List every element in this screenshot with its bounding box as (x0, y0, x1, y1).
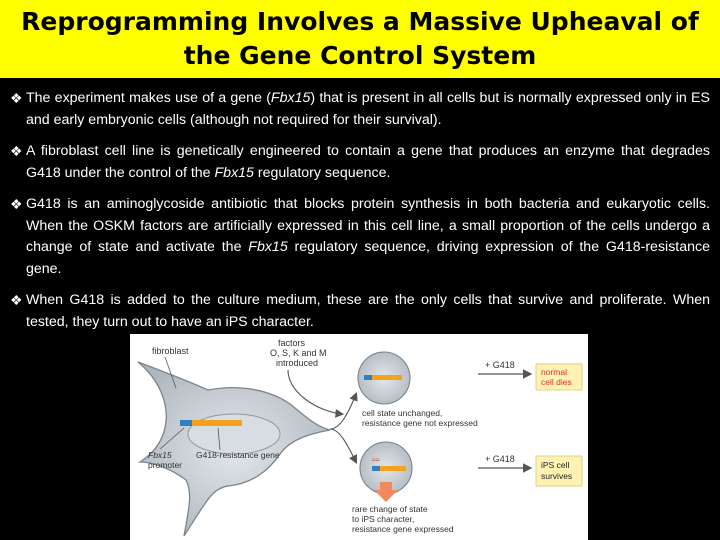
fibroblast-label: fibroblast (152, 346, 189, 356)
ips-survives-label: iPS cell (541, 460, 570, 470)
factors-label-3: introduced (276, 358, 319, 368)
factors-label-2: O, S, K and M (270, 348, 327, 358)
split-arrow-up (330, 394, 356, 429)
resistance-gene-segment (192, 420, 242, 426)
add-g418-bottom-label: + G418 (485, 454, 515, 464)
factors-label: factors (278, 338, 306, 348)
rare-change-label-2: to iPS character, (352, 514, 415, 524)
bullet-text: When G418 is added to the culture medium, these are the only cells that survive and proliferate. When tested, they turn out to have an iPS character. (26, 292, 710, 330)
bullet-item (10, 88, 710, 131)
unchanged-label: cell state unchanged, (362, 408, 443, 418)
split-arrow-down (330, 429, 356, 462)
unchanged-label-2: resistance gene not expressed (362, 418, 478, 428)
promoter-label-2: promoter (148, 460, 183, 470)
rare-change-label: rare change of state (352, 504, 428, 514)
bullet-item (10, 194, 710, 280)
promoter-segment (180, 420, 192, 426)
rna-squiggle: ≈≈ (372, 457, 380, 464)
bullet-text: The experiment makes use of a gene (Fbx15) that is present in all cells but is normally expressed only in ES and early embryonic cells (although not required for their survival). (26, 90, 710, 128)
diamond-bullet-icon: ❖ (10, 196, 23, 212)
bullet-text: G418 is an aminoglycoside antibiotic that blocks protein synthesis in both bacteria and eukaryotic cells. When the OSKM factors are artificially expressed in this cell line, a small proportion of the cells undergo a change of state and activate the Fbx15 regulatory sequence, driving expression of the G418-resistance gene. (26, 196, 710, 277)
diamond-bullet-icon: ❖ (10, 90, 23, 106)
experiment-diagram (130, 334, 588, 540)
reprogrammed-promoter (372, 466, 380, 471)
bullet-item (10, 290, 710, 333)
factors-arrow (288, 370, 342, 414)
diamond-bullet-icon: ❖ (10, 292, 23, 308)
resistance-gene-label: G418-resistance gene (196, 450, 280, 460)
bullet-item (10, 141, 710, 184)
normal-cell-dies-label-2: cell dies (541, 377, 572, 387)
normal-cell-dies-label: normal (541, 367, 567, 377)
ips-survives-label-2: survives (541, 471, 573, 481)
unchanged-promoter (364, 375, 372, 380)
experiment-diagram-svg (130, 334, 588, 540)
diamond-bullet-icon: ❖ (10, 143, 23, 159)
slide-title: Reprogramming Involves a Massive Upheaval of the Gene Control System (21, 7, 699, 70)
rare-change-label-3: resistance gene expressed (352, 524, 454, 534)
bullet-text: A fibroblast cell line is genetically engineered to contain a gene that produces an enzyme that degrades G418 under the control of the Fbx15 regulatory sequence. (26, 143, 710, 181)
reprogrammed-gene (380, 466, 406, 471)
title-bar (0, 0, 720, 78)
bullet-list (10, 88, 710, 343)
add-g418-top-label: + G418 (485, 360, 515, 370)
unchanged-gene (372, 375, 402, 380)
promoter-label: Fbx15 (148, 450, 172, 460)
